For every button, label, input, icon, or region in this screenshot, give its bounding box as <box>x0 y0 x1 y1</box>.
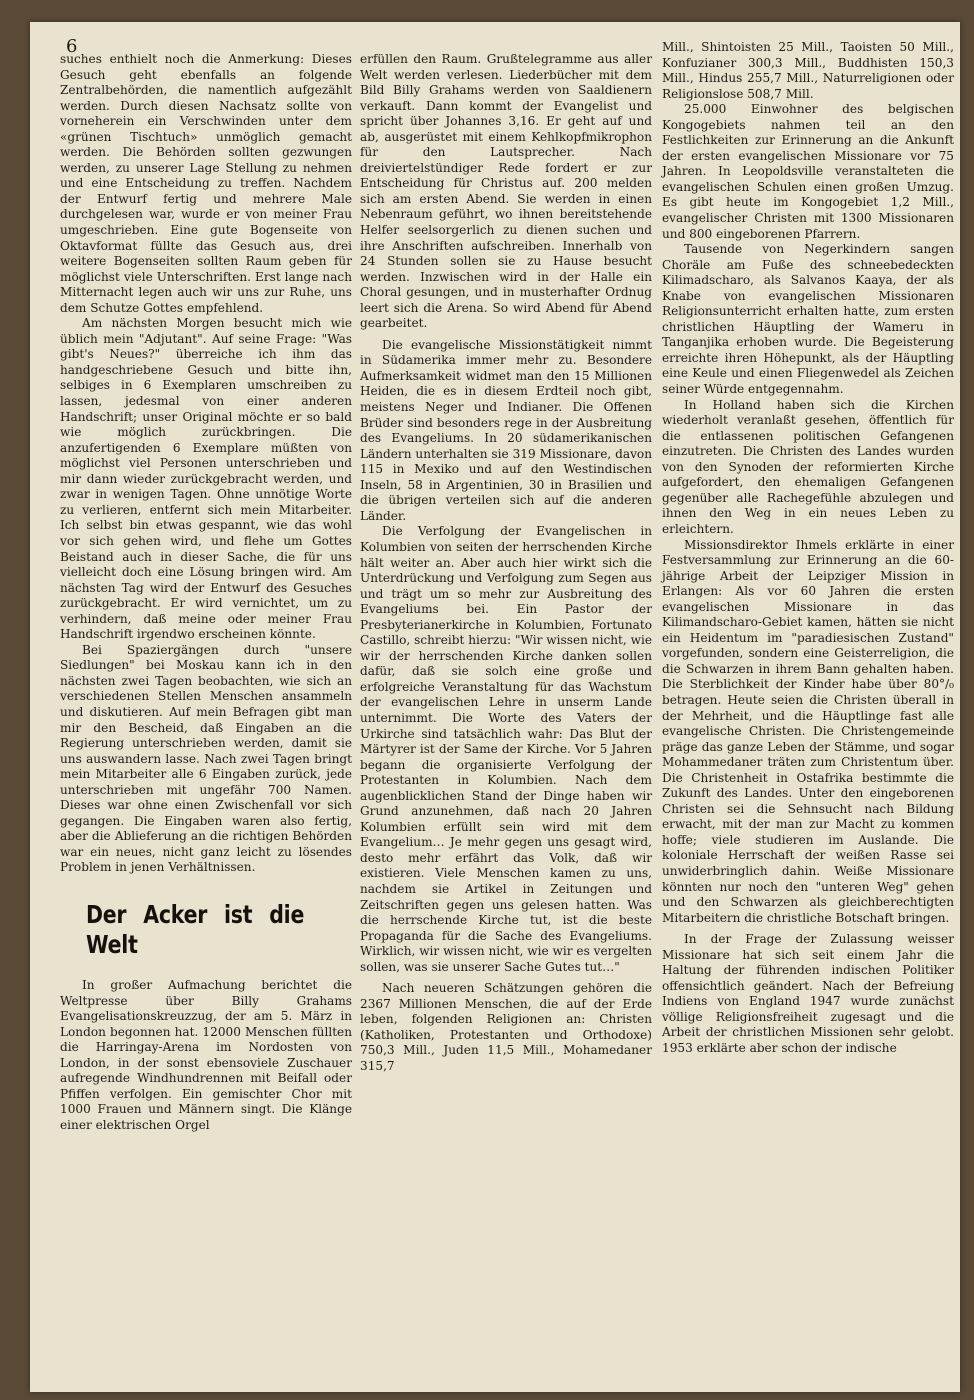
paragraph: Die evangelische Missionstätigkeit nimmt in Südamerika immer mehr zu. Besondere Aufmerksamkeit widmet man den 15 Millionen Heiden, die es in diesem Erdteil noch gibt, meistens Neger und Indianer. Die Offenen Brüder sind besonders rege in der Ausbreitung des Evangeliums. In 20 südamerikanischen Ländern unterhalten sie 319 Missionare, davon 115 in Mexiko und auf den Westindischen Inseln, 58 in Argentinien, 30 in Brasilien und die übrigen verteilen sich auf die anderen Länder. <box>360 337 652 523</box>
paragraph: Bei Spaziergängen durch "unsere Siedlungen" bei Moskau kann ich in den nächsten zwei Tagen beobachten, wie sich an verschiedenen Stellen Menschen ansammeln und diskutieren. Auf mein Befragen gibt man mir den Bescheid, daß Eingaben an die Regierung unterschrieben werden, damit sie uns auswandern lasse. Nach zwei Tagen bringt mein Mitarbeiter alle 6 Eingaben zurück, jede unterschrieben mit ungefähr 700 Namen. Dieses war ohne einen Zwischenfall vor sich gegangen. Die Eingaben waren also fertig, aber die Ablieferung an die richtigen Behörden war ein neues, nicht ganz leicht zu lösendes Problem in jenen Verhältnissen. <box>60 642 352 875</box>
paragraph: In großer Aufmachung berichtet die Weltpresse über Billy Grahams Evangelisationskreuzzug, der am 5. März in London begonnen hat. 12000 Menschen füllten die Harringay-Arena im Nordosten von London, in der sonst ebensoviele Zuschauer aufregende Windhundrennen mit Beifall oder Pfiffen verfolgen. Ein gemischter Chor mit 1000 Frauen und Männern singt. Die Klänge einer elektrischen Orgel <box>60 977 352 1132</box>
column-1 <box>60 52 352 1133</box>
article-heading: Der Acker ist die Welt <box>86 899 305 959</box>
page-number: 6 <box>66 36 78 57</box>
paragraph: 25.000 Einwohner des belgischen Kongogebiets nahmen teil an den Festlichkeiten zur Erinnerung an die Ankunft der ersten evangelischen Missionare vor 75 Jahren. In Leopoldsville veranstalteten die evangelischen Schulen einen großen Umzug. Es gibt heute im Kongogebiet 1,2 Mill., evangelischer Christen mit 1300 Missionaren und 800 eingeborenen Pfarrern. <box>662 102 954 241</box>
paragraph: Die Verfolgung der Evangelischen in Kolumbien von seiten der herrschenden Kirche hält weiter an. Aber auch hier wirkt sich die Unterdrückung und Verfolgung zum Segen aus und trägt um so mehr zur Ausbreitung des Evangeliums bei. Ein Pastor der Presbyterianerkirche in Kolumbien, Fortunato Castillo, schreibt hierzu: "Wir wissen nicht, wie wir der herrschenden Kirche danken sollen dafür, daß sie solch eine große und erfolgreiche Veranstaltung für das Wachstum der evangelischen Lehre in unserm Lande unternimmt. Die Worte des Vaters der Urkirche sind tatsächlich wahr: Das Blut der Märtyrer ist der Same der Kirche. Vor 5 Jahren begann die organisierte Verfolgung der Protestanten in Kolumbien. Nach dem augenblicklichen Stand der Dinge haben wir Grund anzunehmen, daß nach 20 Jahren Kolumbien erfüllt sein wird mit dem Evangelium… Je mehr gegen uns gesagt wird, desto mehr erfährt das Volk, daß wir existieren. Viele Menschen kamen zu uns, nachdem sie Artikel in Zeitungen und Zeitschriften gegen uns gelesen hatten. Was die herrschende Kirche tut, ist die beste Propaganda für die Sache des Evangeliums. Wirklich, wir wissen nicht, wie wir es vergelten sollen, was sie unserer Sache Gutes tut…" <box>360 524 652 974</box>
column-2 <box>360 52 652 1075</box>
magazine-page <box>30 22 960 1392</box>
paragraph: Mill., Shintoisten 25 Mill., Taoisten 50 Mill., Konfuzianer 300,3 Mill., Buddhisten 150,3 Mill., Hindus 255,7 Mill., Naturreligionen oder Religionslose 508,7 Mill. <box>662 40 954 101</box>
paragraph: Missionsdirektor Ihmels erklärte in einer Festversammlung zur Erinnerung an die 60-jährige Arbeit der Leipziger Mission in Erlangen: Als vor 60 Jahren die ersten evangelischen Missionare in das Kilimandscharo-Gebiet kamen, hätten sie nicht ein Heidentum im "paradiesischen Zustand" vorgefunden, sondern eine Geisterreligion, die die Schwarzen in ihrem Bann gehalten haben. Die Sterblichkeit der Kinder habe über 80°/₀ betragen. Heute seien die Christen überall in der Mehrheit, und die Häuptlinge fast alle evangelische Christen. Die Christengemeinde präge das ganze Leben der Stämme, und sogar Mohammedaner träten zum Christentum über. Die Christenheit in Ostafrika bestimmte die Zukunft des Landes. Unter den eingeborenen Christen sei die Sehnsucht nach Bildung erwacht, mit der man zur Macht zu kommen hoffe; viele studieren im Auslande. Die koloniale Herrschaft der weißen Rasse sei unwiderbringlich dahin. Weiße Missionare könnten nur noch den "unteren Weg" gehen und den Schwarzen als gleichberechtigten Mitarbeitern die christliche Botschaft bringen. <box>662 537 954 925</box>
paragraph: Am nächsten Morgen besucht mich wie üblich mein "Adjutant". Auf seine Frage: "Was gibt's Neues?" überreiche ich ihm das handgeschriebene Gesuch und bitte ihn, selbiges in 6 Exemplaren umschreiben zu lassen, jedesmal von einer anderen Handschrift; unser Original möchte er so bald wie möglich zurückbringen. Die anzufertigenden 6 Exemplare müßten von möglichst viel Personen unterschrieben und mir dann wieder zurückgebracht werden, und zwar in wenigen Tagen. Ohne unnötige Worte zu verlieren, entfernt sich mein Mitarbeiter. Ich selbst bin etwas gespannt, wie das wohl vor sich gehen wird, und flehe um Gottes Beistand auch in dieser Sache, die für uns vielleicht doch eine Lösung bringen wird. Am nächsten Tag wird der Entwurf des Gesuches zurückgebracht. Er wird vernichtet, um zu verhindern, daß meine oder meiner Frau Handschrift irgendwo erscheinen könnte. <box>60 316 352 642</box>
paragraph: Nach neueren Schätzungen gehören die 2367 Millionen Menschen, die auf der Erde leben, folgenden Religionen an: Christen (Katholiken, Protestanten und Orthodoxe) 750,3 Mill., Juden 11,5 Mill., Mohamedaner 315,7 <box>360 981 652 1073</box>
paragraph: suches enthielt noch die Anmerkung: Dieses Gesuch geht ebenfalls an folgende Zentralbehörden, die namentlich aufgezählt werden. Durch diesen Nachsatz sollte von vorneherein ein Verschwinden unter dem «grünen Tischtuch» unmöglich gemacht werden. Die Behörden sollten gezwungen werden, zu unserer Lage Stellung zu nehmen und eine Entscheidung zu treffen. Nachdem der Entwurf fertig und mehrere Male durchgelesen war, wurde er von meiner Frau umgeschrieben. Eine gute Bogenseite von Oktavformat füllte das Gesuch aus, drei weitere Bogenseiten sollten Raum geben für möglichst viele Unterschriften. Erst lange nach Mitternacht legen auch wir uns zur Ruhe, uns dem Schutze Gottes empfehlend. <box>60 52 352 315</box>
paragraph: In der Frage der Zulassung weisser Missionare hat sich seit einem Jahr die Haltung der führenden indischen Politiker offensichtlich geändert. Nach der Befreiung Indiens von England 1947 wurde zunächst völlige Religionsfreiheit zugesagt und die Arbeit der christlichen Missionen sehr gelobt. 1953 erklärte aber schon der indische <box>662 932 954 1055</box>
paragraph: erfüllen den Raum. Grußtelegramme aus aller Welt werden verlesen. Liederbücher mit dem Bild Billy Grahams werden von Saaldienern verkauft. Dann kommt der Evangelist und spricht über Johannes 3,16. Er geht auf und ab, ausgerüstet mit einem Kehlkopfmikrophon für den Lautsprecher. Nach dreiviertelstündiger Rede fordert er zur Entscheidung für Christus auf. 200 melden sich am ersten Abend. Sie werden in einen Nebenraum geführt, wo ihnen bereitstehende Helfer seelsorgerlich zu dienen suchen und ihre Anschriften aufschreiben. Innerhalb von 24 Stunden sollen sie zu Hause besucht werden. Inzwischen wird in der Halle ein Choral gesungen, und in musterhafter Ordnug leert sich die Arena. So wird Abend für Abend gearbeitet. <box>360 52 652 331</box>
paragraph: In Holland haben sich die Kirchen wiederholt veranlaßt gesehen, öffentlich für die entlassenen politischen Gefangenen einzutreten. Die Christen des Landes wurden von den Synoden der reformierten Kirche aufgefordert, den ehemaligen Gefangenen gegenüber alle Rachegefühle abzulegen und ihnen den Weg in ein neues Leben zu erleichtern. <box>662 397 954 536</box>
column-3 <box>662 40 954 1057</box>
paragraph: Tausende von Negerkindern sangen Choräle am Fuße des schneebedeckten Kilimadscharo, als Salvanos Kaaya, der als Knabe von evangelischen Missionaren Religionsunterricht erhalten hatte, zum ersten christlichen Häuptling der Wameru in Tanganjika erhoben wurde. Die Begeisterung erreichte ihren Höhepunkt, als der Häuptling eine Keule und einen Fliegenwedel als Zeichen seiner Würde entgegennahm. <box>662 242 954 397</box>
